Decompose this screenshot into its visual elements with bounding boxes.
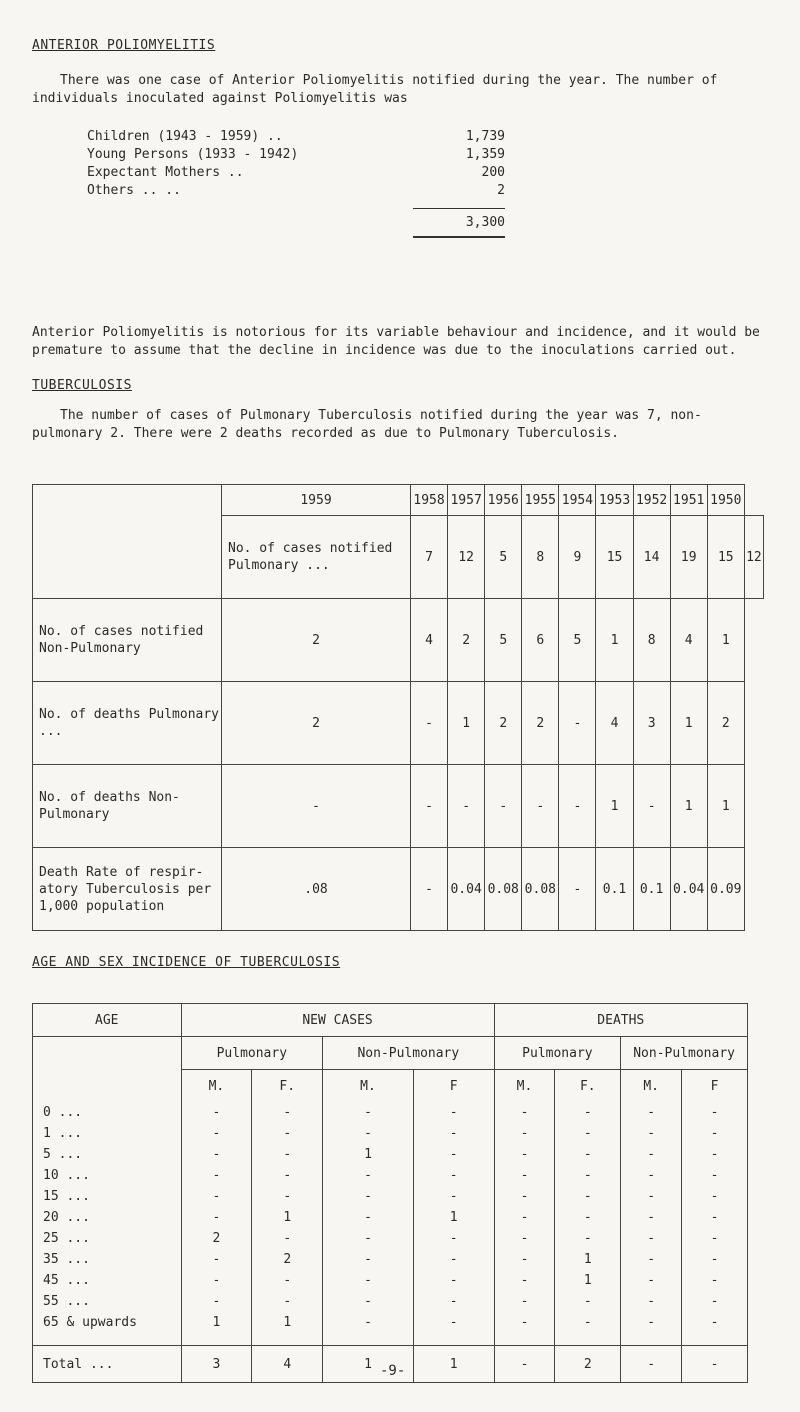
table-cell: 7 xyxy=(411,516,448,599)
table-cell: 1 xyxy=(707,765,744,848)
table-cell: - xyxy=(494,1291,555,1312)
pulmonary-header: Pulmonary xyxy=(494,1037,621,1070)
inoculation-total: 3,300 xyxy=(465,215,505,230)
table-cell: - xyxy=(413,1165,494,1186)
table-cell: 1 xyxy=(670,682,707,765)
age-label: 65 & upwards xyxy=(33,1312,182,1346)
inoculation-value: 1,739 xyxy=(465,129,505,144)
table-cell: - xyxy=(555,1102,621,1123)
table-cell: 2 xyxy=(222,599,411,682)
table-cell: 12 xyxy=(448,516,485,599)
page-number: -9- xyxy=(380,1363,406,1379)
table-cell: 1 xyxy=(448,682,485,765)
table-cell: - xyxy=(323,1186,414,1207)
year-header: 1956 xyxy=(485,485,522,516)
polio-paragraph: There was one case of Anterior Poliomyelitis notified during the year. The number of individuals inoculated against Poliomyelitis was xyxy=(32,73,718,106)
table-cell: - xyxy=(494,1207,555,1228)
inoculation-row xyxy=(87,164,505,182)
table-cell: 15 xyxy=(596,516,633,599)
row-label: No. of deaths Pulmonary ... xyxy=(33,682,222,765)
table-cell: - xyxy=(252,1291,323,1312)
table-cell: - xyxy=(621,1312,682,1346)
table-cell: - xyxy=(621,1207,682,1228)
table-cell: - xyxy=(413,1144,494,1165)
pulmonary-header: Pulmonary xyxy=(181,1037,323,1070)
age-label: 10 ... xyxy=(33,1165,182,1186)
table-row xyxy=(33,1186,748,1207)
sex-header: M. xyxy=(494,1070,555,1103)
inoculation-label: Others .. .. xyxy=(87,183,181,198)
inoculation-value: 2 xyxy=(497,183,505,198)
table-cell: - xyxy=(555,1312,621,1346)
age-label: 25 ... xyxy=(33,1228,182,1249)
table-cell: 1 xyxy=(707,599,744,682)
year-header: 1957 xyxy=(448,485,485,516)
table-cell: - xyxy=(682,1102,748,1123)
age-label: 15 ... xyxy=(33,1186,182,1207)
table-cell: - xyxy=(559,765,596,848)
table-cell: 2 xyxy=(252,1249,323,1270)
divider xyxy=(413,236,505,238)
table-cell: 1 xyxy=(323,1144,414,1165)
table-cell: - xyxy=(555,1165,621,1186)
table-cell: 14 xyxy=(633,516,670,599)
table-cell: 0.04 xyxy=(448,848,485,931)
table-row xyxy=(33,682,764,765)
table-row xyxy=(33,1123,748,1144)
sex-header: F xyxy=(682,1070,748,1103)
sex-header: M. xyxy=(181,1070,252,1103)
table-cell: 2 xyxy=(448,599,485,682)
table-cell: - xyxy=(323,1102,414,1123)
table-cell: - xyxy=(682,1228,748,1249)
table-cell: - xyxy=(323,1270,414,1291)
table-cell: - xyxy=(555,1186,621,1207)
table-cell: - xyxy=(682,1291,748,1312)
table-cell: 1 xyxy=(596,765,633,848)
table-cell: 1 xyxy=(252,1312,323,1346)
table-cell: - xyxy=(633,765,670,848)
age-label: 0 ... xyxy=(33,1102,182,1123)
row-label: No. of cases notified Pulmonary ... xyxy=(222,516,411,599)
table-cell: - xyxy=(494,1102,555,1123)
table-row xyxy=(33,765,764,848)
age-label: 1 ... xyxy=(33,1123,182,1144)
sex-header: F. xyxy=(252,1070,323,1103)
inoculation-row xyxy=(87,146,505,164)
table-cell: - xyxy=(682,1186,748,1207)
blank-cell xyxy=(33,1070,182,1103)
table-cell: - xyxy=(181,1123,252,1144)
polio-paragraph-2: Anterior Poliomyelitis is notorious for its variable behaviour and incidence, and it would be premature to assume that the decline in incidence was due to the inoculations carried out. xyxy=(32,325,760,358)
divider xyxy=(413,208,505,209)
tb-paragraph: The number of cases of Pulmonary Tuberculosis notified during the year was 7, non-pulmonary 2. There were 2 deaths recorded as due to Pulmonary Tuberculosis. xyxy=(32,408,702,441)
row-label: No. of deaths Non-Pulmonary xyxy=(33,765,222,848)
age-label: 35 ... xyxy=(33,1249,182,1270)
table-cell: 5 xyxy=(485,516,522,599)
table-cell: - xyxy=(252,1228,323,1249)
table-cell: 2 xyxy=(181,1228,252,1249)
table-cell: - xyxy=(555,1291,621,1312)
table-cell: - xyxy=(181,1270,252,1291)
tb-statistics-table xyxy=(32,484,764,931)
table-cell: - xyxy=(559,682,596,765)
inoculation-value: 200 xyxy=(481,165,505,180)
year-header: 1958 xyxy=(411,485,448,516)
table-cell: 1 xyxy=(252,1207,323,1228)
table-cell: 1 xyxy=(555,1249,621,1270)
table-cell: 1 xyxy=(670,765,707,848)
table-cell: 2 xyxy=(485,682,522,765)
table-cell: - xyxy=(252,1186,323,1207)
total-label: Total ... xyxy=(33,1346,182,1383)
year-header: 1953 xyxy=(596,485,633,516)
table-cell: - xyxy=(413,1123,494,1144)
table-cell: - xyxy=(682,1312,748,1346)
table-cell: - xyxy=(494,1186,555,1207)
table-cell: - xyxy=(413,1249,494,1270)
table-row xyxy=(33,599,764,682)
table-cell: 4 xyxy=(670,599,707,682)
table-cell: 3 xyxy=(633,682,670,765)
table-cell: - xyxy=(413,1102,494,1123)
year-header: 1950 xyxy=(707,485,744,516)
table-row xyxy=(33,1249,748,1270)
table-row xyxy=(33,1312,748,1346)
table-cell: 6 xyxy=(522,599,559,682)
total-cell: 4 xyxy=(252,1346,323,1383)
table-cell: - xyxy=(555,1123,621,1144)
table-row xyxy=(33,1291,748,1312)
sex-header: F. xyxy=(555,1070,621,1103)
table-row xyxy=(33,1144,748,1165)
table-cell: - xyxy=(181,1144,252,1165)
table-cell: 0.1 xyxy=(596,848,633,931)
table-cell: - xyxy=(682,1165,748,1186)
table-cell: - xyxy=(494,1165,555,1186)
table-cell: 5 xyxy=(559,599,596,682)
total-cell: - xyxy=(621,1346,682,1383)
table-cell: - xyxy=(522,765,559,848)
table-cell: - xyxy=(252,1144,323,1165)
table-cell: - xyxy=(323,1207,414,1228)
table-cell: - xyxy=(621,1144,682,1165)
table-cell: - xyxy=(494,1144,555,1165)
table-cell: - xyxy=(494,1312,555,1346)
table-cell: - xyxy=(411,765,448,848)
table-cell: - xyxy=(555,1144,621,1165)
inoculation-row xyxy=(87,182,505,200)
age-label: 55 ... xyxy=(33,1291,182,1312)
age-label: 45 ... xyxy=(33,1270,182,1291)
table-cell: 1 xyxy=(555,1270,621,1291)
table-cell: 1 xyxy=(181,1312,252,1346)
table-cell: - xyxy=(323,1165,414,1186)
table-row xyxy=(33,848,764,931)
table-cell: - xyxy=(323,1312,414,1346)
table-cell: - xyxy=(252,1123,323,1144)
inoculation-value: 1,359 xyxy=(465,147,505,162)
table-cell: - xyxy=(621,1123,682,1144)
table-corner xyxy=(33,485,222,599)
table-cell: - xyxy=(323,1123,414,1144)
age-sex-table xyxy=(32,1003,748,1383)
tb-heading: TUBERCULOSIS xyxy=(32,378,132,393)
table-cell: - xyxy=(621,1165,682,1186)
table-cell: - xyxy=(682,1207,748,1228)
table-cell: - xyxy=(323,1249,414,1270)
row-label: No. of cases notified Non-Pulmonary xyxy=(33,599,222,682)
total-cell: 2 xyxy=(555,1346,621,1383)
total-cell: - xyxy=(494,1346,555,1383)
year-header: 1951 xyxy=(670,485,707,516)
new-cases-header: NEW CASES xyxy=(181,1004,494,1037)
year-header: 1952 xyxy=(633,485,670,516)
table-cell: - xyxy=(413,1312,494,1346)
table-cell: - xyxy=(682,1144,748,1165)
table-cell: - xyxy=(413,1186,494,1207)
table-cell: - xyxy=(181,1207,252,1228)
table-cell: - xyxy=(555,1228,621,1249)
table-cell: 1 xyxy=(413,1207,494,1228)
table-cell: - xyxy=(621,1186,682,1207)
table-cell: - xyxy=(682,1123,748,1144)
table-cell: - xyxy=(323,1228,414,1249)
table-cell: - xyxy=(621,1291,682,1312)
table-cell: - xyxy=(413,1270,494,1291)
total-cell: - xyxy=(682,1346,748,1383)
table-cell: - xyxy=(494,1249,555,1270)
inoculation-label: Children (1943 - 1959) .. xyxy=(87,129,283,144)
table-cell: 4 xyxy=(411,599,448,682)
total-cell: 1 xyxy=(413,1346,494,1383)
table-cell: - xyxy=(621,1270,682,1291)
table-cell: 0.08 xyxy=(522,848,559,931)
year-header: 1954 xyxy=(559,485,596,516)
table-cell: - xyxy=(621,1228,682,1249)
table-cell: - xyxy=(252,1102,323,1123)
table-cell: 12 xyxy=(744,516,763,599)
table-cell: - xyxy=(222,765,411,848)
table-cell: - xyxy=(494,1228,555,1249)
table-cell: 9 xyxy=(559,516,596,599)
non-pulmonary-header: Non-Pulmonary xyxy=(323,1037,494,1070)
table-cell: .08 xyxy=(222,848,411,931)
table-cell: - xyxy=(181,1291,252,1312)
table-cell: - xyxy=(411,682,448,765)
table-cell: 2 xyxy=(707,682,744,765)
table-cell: 0.09 xyxy=(707,848,744,931)
table-cell: - xyxy=(682,1249,748,1270)
table-row xyxy=(33,1270,748,1291)
table-cell: 0.08 xyxy=(485,848,522,931)
non-pulmonary-header: Non-Pulmonary xyxy=(621,1037,748,1070)
sex-header: F xyxy=(413,1070,494,1103)
table-cell: - xyxy=(448,765,485,848)
age-label: 20 ... xyxy=(33,1207,182,1228)
sex-header: M. xyxy=(621,1070,682,1103)
table-cell: - xyxy=(413,1291,494,1312)
table-row xyxy=(33,1102,748,1123)
table-cell: - xyxy=(181,1249,252,1270)
table-cell: 8 xyxy=(522,516,559,599)
inoculation-row xyxy=(87,128,505,146)
blank-cell xyxy=(33,1037,182,1070)
table-cell: - xyxy=(555,1207,621,1228)
table-cell: 2 xyxy=(222,682,411,765)
table-cell: - xyxy=(682,1270,748,1291)
age-sex-heading: AGE AND SEX INCIDENCE OF TUBERCULOSIS xyxy=(32,955,341,970)
table-cell: - xyxy=(559,848,596,931)
table-cell: - xyxy=(181,1186,252,1207)
table-cell: - xyxy=(413,1228,494,1249)
table-row xyxy=(33,1228,748,1249)
inoculation-label: Young Persons (1933 - 1942) xyxy=(87,147,299,162)
table-cell: 0.1 xyxy=(633,848,670,931)
table-row xyxy=(33,1207,748,1228)
table-cell: - xyxy=(494,1123,555,1144)
table-cell: 0.04 xyxy=(670,848,707,931)
inoculation-label: Expectant Mothers .. xyxy=(87,165,244,180)
table-cell: - xyxy=(181,1102,252,1123)
year-header: 1955 xyxy=(522,485,559,516)
table-cell: 2 xyxy=(522,682,559,765)
polio-heading: ANTERIOR POLIOMYELITIS xyxy=(32,38,216,53)
row-label: Death Rate of respir-atory Tuberculosis per 1,000 population xyxy=(33,848,222,931)
table-cell: - xyxy=(494,1270,555,1291)
table-cell: 19 xyxy=(670,516,707,599)
table-cell: - xyxy=(252,1270,323,1291)
table-cell: - xyxy=(411,848,448,931)
sex-header: M. xyxy=(323,1070,414,1103)
table-row xyxy=(33,1165,748,1186)
total-cell: 1 xyxy=(323,1346,414,1383)
table-cell: - xyxy=(181,1165,252,1186)
age-header: AGE xyxy=(33,1004,182,1037)
table-cell: 1 xyxy=(596,599,633,682)
deaths-header: DEATHS xyxy=(494,1004,747,1037)
table-cell: 15 xyxy=(707,516,744,599)
total-cell: 3 xyxy=(181,1346,252,1383)
table-cell: - xyxy=(621,1102,682,1123)
year-header: 1959 xyxy=(222,485,411,516)
table-cell: 5 xyxy=(485,599,522,682)
table-cell: - xyxy=(621,1249,682,1270)
table-cell: - xyxy=(252,1165,323,1186)
table-cell: 4 xyxy=(596,682,633,765)
table-cell: - xyxy=(323,1291,414,1312)
table-cell: - xyxy=(485,765,522,848)
table-cell: 8 xyxy=(633,599,670,682)
inoculation-list xyxy=(87,128,505,238)
age-label: 5 ... xyxy=(33,1144,182,1165)
